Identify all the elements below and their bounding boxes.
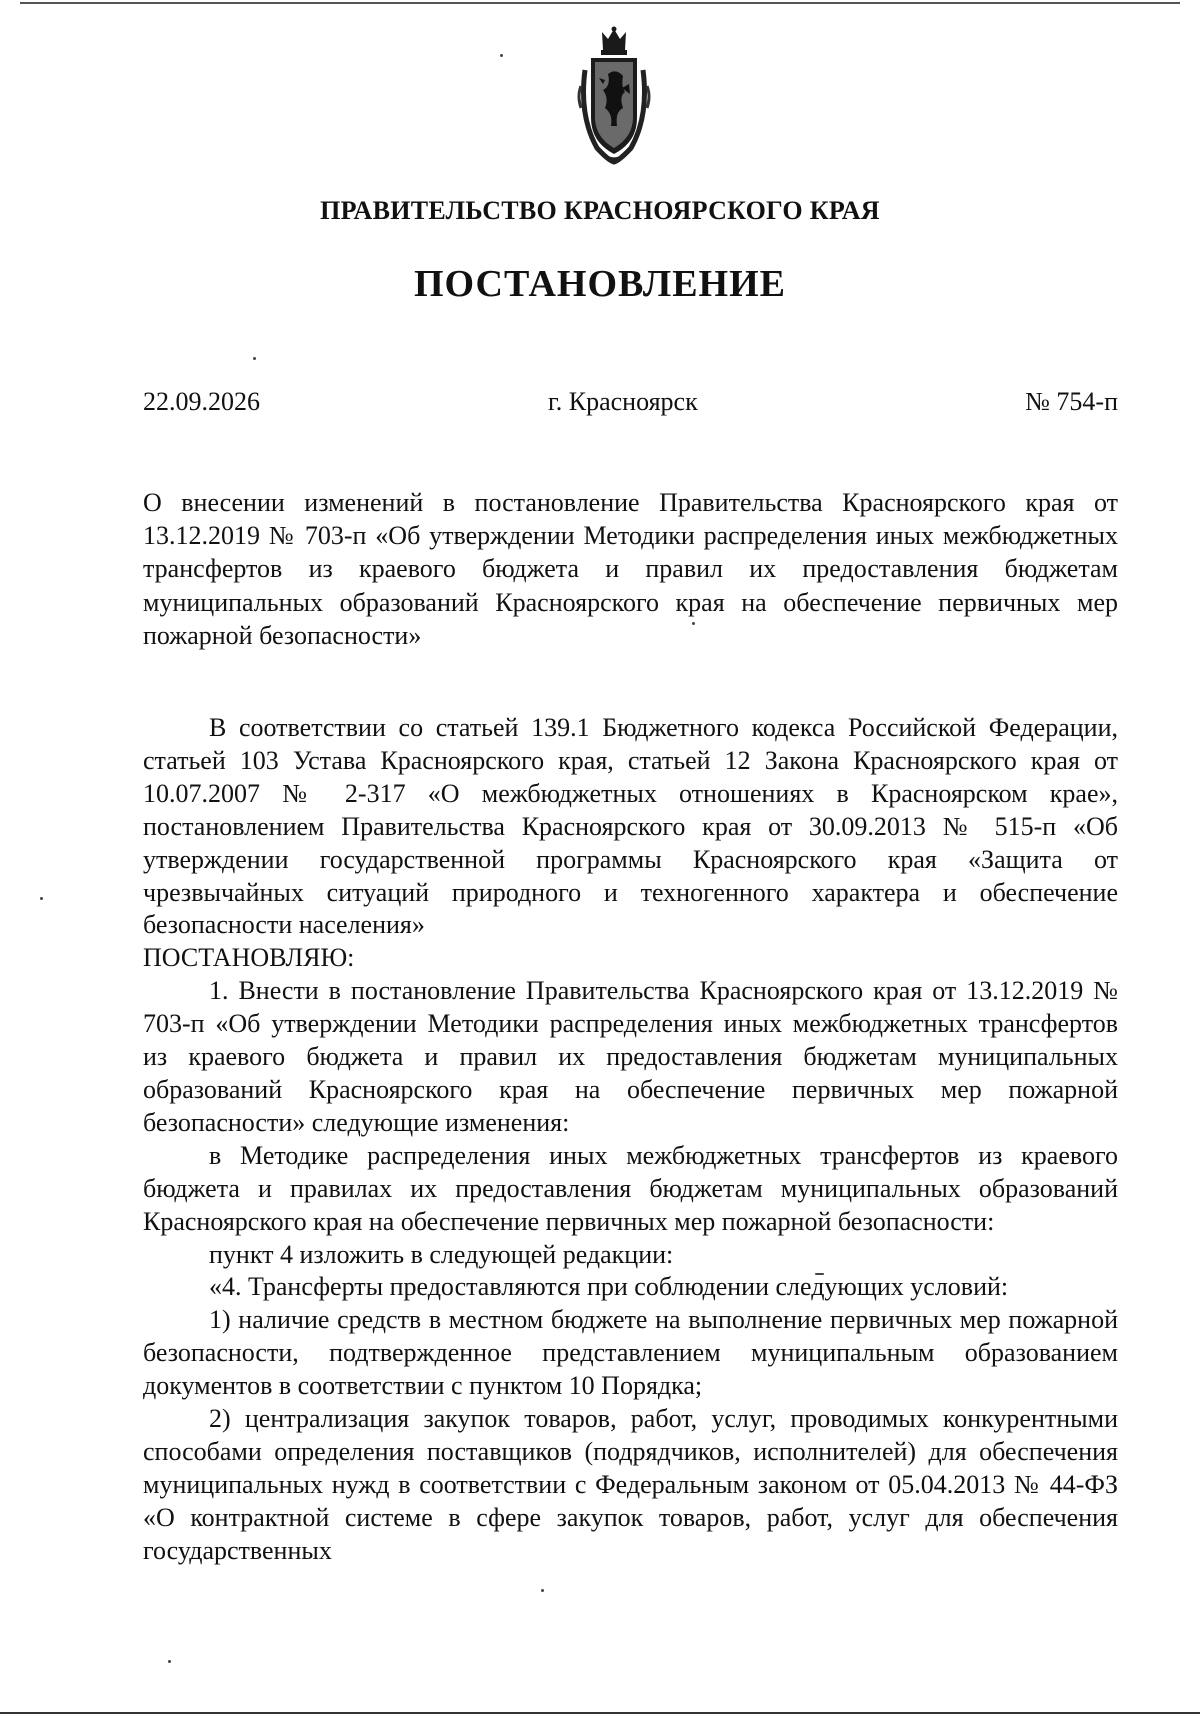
methodology-paragraph: в Методике распределения иных межбюджетных трансфертов из краевого бюджета и правилах их предоставления бюджетам муниципальных образований Красноярского края на обеспечение первичных мер пожарной безопасности:: [143, 1140, 1118, 1236]
document-type-title: ПОСТАНОВЛЕНИЕ: [413, 263, 787, 305]
top-scan-edge: [20, 2, 1180, 4]
preamble-paragraph: В соответствии со статьей 139.1 Бюджетного кодекса Российской Федерации, статьей 103 Устава Красноярского края, статьей 12 Закона Красноярского края от 10.07.2007 № 2-317 «О межбюджетных отношениях в Красноярском крае», постановлением Правительства Красноярского края от 30.09.2013 № 515-п «Об утверждении государственной программы Красноярского края «Защита от чрезвычайных ситуаций природного и техногенного характера и обеспечение безопасности населения»: [143, 713, 1118, 940]
document-number: № 754-п: [1025, 387, 1118, 416]
government-title: ПРАВИТЕЛЬСТВО КРАСНОЯРСКОГО КРАЯ: [320, 196, 880, 225]
document-city: г. Красноярск: [548, 387, 698, 416]
scan-speck: [500, 54, 503, 57]
document-body: [143, 712, 1118, 1568]
resolves-label: ПОСТАНОВЛЯЮ:: [143, 943, 355, 973]
scan-speck: [541, 1589, 544, 1592]
scan-speck: [40, 897, 43, 900]
point-4-heading: «4. Трансферты предоставляются при соблюдении следующих условий:: [209, 1272, 1009, 1302]
scan-speck: [253, 357, 256, 360]
point-4-intro: пункт 4 изложить в следующей редакции:: [209, 1239, 674, 1269]
scan-speck: [168, 1660, 171, 1663]
coat-of-arms-icon: [575, 26, 653, 166]
document-subject: О внесении изменений в постановление Правительства Красноярского края от 13.12.2019 № 703-п «Об утверждении Методики распределения иных межбюджетных трансфертов из краевого бюджета и правил их предоставления бюджетам муниципальных образований Красноярского края на обеспечение первичных мер пожарной безопасности»: [143, 488, 1118, 650]
condition-1-paragraph: 1) наличие средств в местном бюджете на выполнение первичных мер пожарной безопасности, подтвержденное представлением муниципальным образованием документов в соответствии с пунктом 10 Порядка;: [143, 1305, 1118, 1401]
bottom-scan-edge: [0, 1712, 1200, 1714]
item-1-paragraph: 1. Внести в постановление Правительства Красноярского края от 13.12.2019 № 703-п «Об утверждении Методики распределения иных межбюджетных трансфертов из краевого бюджета и правил их предоставления бюджетам муниципальных образований Красноярского края на обеспечение первичных мер пожарной безопасности» следующие изменения:: [143, 976, 1118, 1137]
condition-2-paragraph: 2) централизация закупок товаров, работ, услуг, проводимых конкурентными способами определения поставщиков (подрядчиков, исполнителей) для обеспечения муниципальных нужд в соответствии с Федеральным законом от 05.04.2013 № 44-ФЗ «О контрактной системе в сфере закупок товаров, работ, услуг для обеспечения государственных: [143, 1404, 1118, 1565]
document-date: 22.09.2026: [143, 387, 260, 416]
